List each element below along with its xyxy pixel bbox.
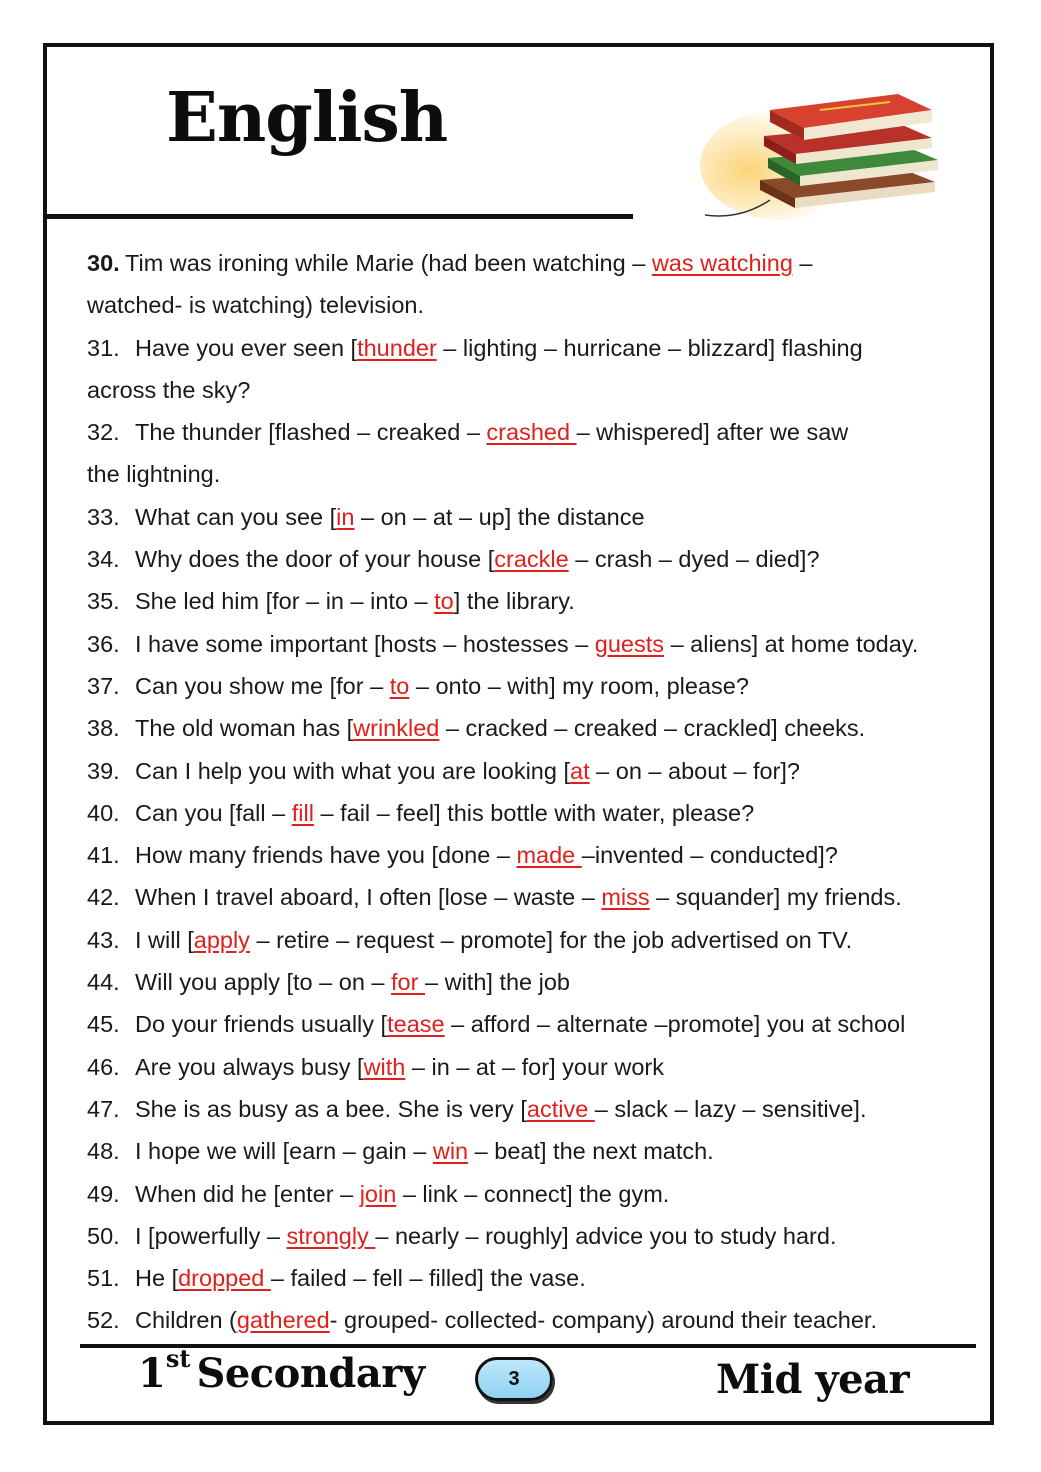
correct-answer: win — [432, 1138, 469, 1165]
correct-answer: was watching — [651, 250, 793, 276]
question-number: 31. — [87, 334, 120, 361]
question-number: 47. — [87, 1095, 120, 1122]
question-text: across the sky? — [87, 376, 251, 403]
question-number: 34. — [87, 546, 120, 573]
question-text: –invented – conducted]? — [581, 842, 838, 869]
question-text: – beat] the next match. — [468, 1138, 714, 1165]
correct-answer: dropped — [178, 1265, 271, 1292]
question-text: – on – at – up] the distance — [354, 503, 645, 530]
question-text: – whispered] after we saw — [576, 419, 849, 446]
question-text: Can you show me [for – — [135, 672, 390, 699]
question-line — [87, 411, 967, 453]
correct-answer: fill — [291, 799, 314, 826]
question-number: 30. — [87, 250, 120, 276]
question-number: 46. — [87, 1053, 120, 1080]
page-number: 3 — [508, 1367, 520, 1390]
correct-answer: at — [570, 757, 590, 784]
question-line — [87, 1088, 967, 1130]
question-text: I hope we will [earn – gain – — [135, 1138, 433, 1165]
correct-answer: apply — [193, 926, 250, 953]
question-text: – in – at – for] your work — [405, 1053, 664, 1080]
question-text: Tim was ironing while Marie (had been watching – — [125, 250, 652, 276]
question-line — [87, 919, 967, 961]
question-text: – afford – alternate –promote] you at school — [444, 1011, 906, 1038]
correct-answer: tease — [387, 1011, 445, 1038]
question-text: – retire – request – promote] for the job advertised on TV. — [249, 926, 853, 953]
question-text: When did he [enter – — [135, 1180, 360, 1207]
question-text: Have you ever seen [ — [135, 334, 358, 361]
correct-answer: for — [391, 969, 425, 996]
question-text: Are you always busy [ — [135, 1053, 364, 1080]
question-number: 36. — [87, 630, 120, 657]
question-text: Will you apply [to – on – — [135, 969, 392, 996]
question-text: – nearly – roughly] advice you to study hard. — [375, 1222, 837, 1249]
question-text: – crash – dyed – died]? — [568, 546, 820, 573]
term-label: Mid year — [716, 1356, 910, 1403]
question-line — [87, 1130, 967, 1172]
correct-answer: crashed — [486, 419, 577, 446]
question-line — [87, 284, 967, 326]
question-number: 35. — [87, 588, 120, 615]
question-line — [87, 538, 967, 580]
question-text: Do your friends usually [ — [135, 1011, 388, 1038]
correct-answer: crackle — [494, 546, 569, 573]
question-text: - grouped- collected- company) around their teacher. — [329, 1307, 877, 1334]
question-text: – fail – feel] this bottle with water, please? — [313, 799, 755, 826]
question-number: 45. — [87, 1011, 120, 1038]
correct-answer: to — [434, 588, 454, 615]
question-line — [87, 1299, 967, 1341]
question-text: Why does the door of your house [ — [135, 546, 495, 573]
question-text: – squander] my friends. — [649, 884, 902, 911]
question-text: Can you [fall – — [135, 799, 292, 826]
correct-answer: made — [516, 842, 582, 869]
question-line — [87, 834, 967, 876]
question-number: 39. — [87, 757, 120, 784]
question-text: – slack – lazy – sensitive]. — [594, 1095, 867, 1122]
page-title: English — [166, 78, 448, 158]
grade-word: Secondary — [196, 1350, 425, 1397]
question-text: She is as busy as a bee. She is very [ — [135, 1095, 527, 1122]
question-line — [87, 1173, 967, 1215]
question-text: I will [ — [135, 926, 194, 953]
question-text: I have some important [hosts – hostesses – — [135, 630, 595, 657]
correct-answer: strongly — [286, 1222, 376, 1249]
stack-of-books-icon — [700, 80, 950, 230]
question-line — [87, 453, 967, 495]
grade-suffix: st — [165, 1344, 191, 1373]
question-list — [87, 242, 967, 1342]
question-line — [87, 665, 967, 707]
question-number: 40. — [87, 799, 120, 826]
question-text: – aliens] at home today. — [664, 630, 919, 657]
question-line — [87, 1215, 967, 1257]
question-line — [87, 961, 967, 1003]
question-text: When I travel aboard, I often [lose – waste – — [135, 884, 602, 911]
question-text: Can I help you with what you are looking [ — [135, 757, 571, 784]
question-text: watched- is watching) television. — [87, 292, 424, 319]
title-underline — [47, 214, 633, 219]
question-text: – cracked – creaked – crackled] cheeks. — [439, 715, 866, 742]
correct-answer: guests — [594, 630, 665, 657]
question-line — [87, 792, 967, 834]
question-text: What can you see [ — [135, 503, 337, 530]
question-text: How many friends have you [done – — [135, 842, 517, 869]
question-number: 41. — [87, 842, 120, 869]
question-number: 43. — [87, 926, 120, 953]
question-text: – with] the job — [425, 969, 571, 996]
question-number: 42. — [87, 884, 120, 911]
question-line — [87, 369, 967, 411]
question-line — [87, 750, 967, 792]
question-line — [87, 707, 967, 749]
question-text: – onto – with] my room, please? — [409, 672, 749, 699]
correct-answer: thunder — [357, 334, 437, 361]
question-line — [87, 1003, 967, 1045]
question-text: I [powerfully – — [135, 1222, 287, 1249]
correct-answer: gathered — [236, 1307, 330, 1334]
question-line — [87, 580, 967, 622]
question-text: – on – about – for]? — [589, 757, 800, 784]
correct-answer: wrinkled — [353, 715, 440, 742]
question-text: He [ — [135, 1265, 179, 1292]
question-text: – link – connect] the gym. — [396, 1180, 670, 1207]
question-line — [87, 242, 967, 284]
question-number: 33. — [87, 503, 120, 530]
question-line — [87, 1046, 967, 1088]
question-number: 51. — [87, 1265, 120, 1292]
correct-answer: in — [336, 503, 355, 530]
grade-number: 1 — [138, 1350, 166, 1397]
correct-answer: miss — [601, 884, 650, 911]
question-text: She led him [for – in – into – — [135, 588, 435, 615]
correct-answer: active — [526, 1095, 595, 1122]
question-text: – failed – fell – filled] the vase. — [270, 1265, 586, 1292]
question-number: 32. — [87, 419, 120, 446]
correct-answer: join — [359, 1180, 397, 1207]
page-number-badge — [475, 1357, 553, 1401]
question-number: 37. — [87, 672, 120, 699]
question-text: The old woman has [ — [135, 715, 354, 742]
question-line — [87, 876, 967, 918]
question-text: – — [792, 250, 813, 276]
question-line — [87, 623, 967, 665]
question-number: 50. — [87, 1222, 120, 1249]
question-number: 49. — [87, 1180, 120, 1207]
footer-rule — [80, 1344, 976, 1348]
question-line — [87, 1257, 967, 1299]
correct-answer: with — [363, 1053, 406, 1080]
question-number: 52. — [87, 1307, 120, 1334]
question-number: 38. — [87, 715, 120, 742]
question-text: – lighting – hurricane – blizzard] flashing — [436, 334, 863, 361]
question-line — [87, 496, 967, 538]
question-text: ] the library. — [453, 588, 575, 615]
question-line — [87, 327, 967, 369]
question-text: Children ( — [135, 1307, 237, 1334]
question-number: 44. — [87, 969, 120, 996]
question-text: the lightning. — [87, 461, 221, 488]
question-number: 48. — [87, 1138, 120, 1165]
grade-label — [138, 1344, 425, 1397]
question-text: The thunder [flashed – creaked – — [135, 419, 487, 446]
correct-answer: to — [389, 672, 410, 699]
